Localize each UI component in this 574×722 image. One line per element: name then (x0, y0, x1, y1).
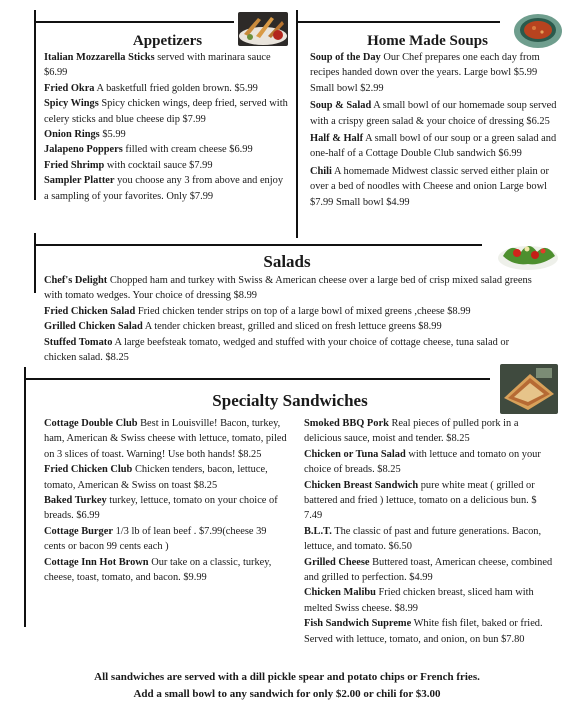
sandwiches-top-rule (24, 378, 490, 380)
soup-desc: A small bowl of our soup or a green salad and one-half of a Cottage Double Club sandwich $6.99 (310, 133, 557, 160)
salad-name: Grilled Chicken Salad (44, 321, 143, 333)
appetizer-name: Italian Mozzarella Sticks (44, 52, 155, 63)
appetizer-name: Fried Okra (44, 82, 95, 94)
sandwich-name: Smoked BBQ Pork (304, 418, 389, 429)
sandwiches-right-list (304, 416, 554, 647)
soup-desc: Our Chef prepares one each day from recipes handed down over the years. Large bowl $5.99 Small bowl $2.99 (310, 52, 540, 94)
salad-desc: Chopped ham and turkey with Swiss & American cheese over a large bed of crisp mixed salad greens with tomato wedges. Your choice of dressing $8.99 (44, 275, 532, 302)
appetizer-item (44, 142, 290, 157)
salad-desc: Fried chicken tender strips on top of a large bowl of mixed greens ,cheese $8.99 (135, 305, 471, 317)
appetizer-item (44, 96, 290, 127)
sandwich-desc: Best in Louisville! Bacon, turkey, ham, American & Swiss cheese with lettuce, tomato, piled on 3 slices of toast. Warning! Use both hands! $8.25 (44, 418, 287, 460)
sandwich-item (304, 524, 554, 555)
sandwich-name: Cottage Double Club (44, 418, 138, 429)
footer-sides-note: All sandwiches are served with a dill pickle spear and potato chips or French fries. (94, 671, 480, 683)
salads-list (44, 273, 540, 365)
appetizer-name: Sampler Platter (44, 175, 115, 187)
soup-desc: A homemade Midwest classic served either plain or over a bed of noodles with Cheese and onion Large bowl $7.99 Small bowl $4.99 (310, 165, 549, 208)
salad-desc: A large beefsteak tomato, wedged and stuffed with your choice of cottage cheese, tuna salad or chicken salad. $8.25 (44, 336, 510, 364)
soup-name: Soup of the Day (310, 52, 381, 63)
salad-desc: A tender chicken breast, grilled and sliced on fresh lettuce greens $8.99 (142, 321, 442, 333)
sandwich-item (44, 524, 290, 555)
appetizer-name: Onion Rings (44, 129, 100, 141)
soup-photo (513, 12, 563, 50)
sandwich-desc: The classic of past and future generations. Bacon, lettuce, and tomato. $6.50 (304, 525, 542, 553)
salad-name: Chef's Delight (44, 275, 108, 286)
appetizers-title: Appetizers (132, 33, 203, 49)
salad-name: Fried Chicken Salad (44, 305, 136, 317)
sandwich-item (304, 447, 554, 478)
soups-list (310, 50, 558, 210)
appetizer-name: Jalapeno Poppers (44, 144, 123, 156)
appetizer-desc: with cocktail sauce $7.99 (104, 159, 213, 171)
sandwich-item (304, 585, 554, 616)
appetizers-left-rule (34, 10, 36, 200)
salad-item (44, 304, 540, 319)
appetizer-desc: you choose any 3 from above and enjoy a sampling of your favorites. Only $7.99 (44, 175, 284, 202)
salads-top-rule (34, 244, 482, 246)
sandwich-name: Fish Sandwich Supreme (304, 618, 412, 630)
sandwiches-left-rule (24, 367, 26, 627)
sandwich-name: Baked Turkey (44, 495, 107, 507)
salad-item (44, 319, 540, 334)
salad-photo (497, 238, 559, 272)
sandwich-name: Grilled Cheese (304, 556, 370, 568)
sandwich-name: Chicken Breast Sandwich (304, 479, 419, 491)
appetizer-photo (238, 12, 288, 46)
sandwich-desc: Real pieces of pulled pork in a delicious sauce, moist and tender. $8.25 (304, 418, 519, 445)
soup-name: Half & Half (310, 133, 364, 145)
footer-bowl-note: Add a small bowl to any sandwich for only $2.00 or chili for $3.00 (133, 688, 441, 700)
sandwich-name: Chicken or Tuna Salad (304, 448, 406, 460)
soup-name: Chili (310, 165, 332, 177)
appetizers-list (44, 50, 290, 204)
soup-item (310, 98, 558, 129)
soup-item (310, 131, 558, 162)
sandwich-name: Cottage Inn Hot Brown (44, 556, 149, 568)
appetizer-desc: filled with cream cheese $6.99 (122, 144, 253, 156)
appetizer-item (44, 81, 290, 96)
appetizer-desc: served with marinara sauce $6.99 (44, 52, 271, 79)
appetizer-name: Fried Shrimp (44, 159, 105, 171)
sandwich-desc: Buttered toast, American cheese, combined and grilled to perfection. $4.99 (304, 556, 553, 584)
salad-name: Stuffed Tomato (44, 336, 113, 348)
salad-item (44, 335, 540, 366)
sandwich-item (304, 555, 554, 586)
sandwich-photo (500, 364, 558, 414)
sandwich-name: Fried Chicken Club (44, 464, 133, 476)
appetizer-item (44, 50, 290, 81)
appetizer-item (44, 158, 290, 173)
soup-item (310, 50, 558, 96)
salad-item (44, 273, 540, 304)
soup-desc: A small bowl of our homemade soup served with a crispy green salad & your choice of dressing $6.25 (310, 100, 557, 127)
sandwich-desc: pure white meat ( grilled or battered and fried ) lettuce, tomato on a delicious bun. $ 7.49 (304, 479, 537, 522)
sandwich-item (304, 616, 554, 647)
appetizer-desc: A basketfull fried golden brown. $5.99 (94, 82, 258, 94)
sandwich-item (304, 478, 554, 524)
appetizer-desc: Spicy chicken wings, deep fried, served with celery sticks and blue cheese dip $7.99 (44, 98, 288, 125)
appetizer-item (44, 127, 290, 142)
sandwich-item (44, 555, 290, 586)
soups-top-rule (296, 21, 500, 23)
sandwich-item (44, 493, 290, 524)
sandwich-desc: with lettuce and tomato on your choice of breads. $8.25 (304, 448, 541, 476)
sandwich-desc: Fried chicken breast, sliced ham with melted Swiss cheese. $8.99 (304, 587, 534, 614)
sandwich-desc: 1/3 lb of lean beef . $7.99(cheese 39 cents or bacon 99 cents each ) (44, 525, 267, 553)
salads-left-rule (34, 233, 36, 293)
appetizer-desc: $5.99 (99, 129, 126, 141)
sandwich-name: B.L.T. (304, 525, 332, 537)
sandwich-desc: turkey, lettuce, tomato on your choice of breads. $6.99 (44, 495, 278, 522)
appetizers-top-rule (34, 21, 234, 23)
appetizer-item (44, 173, 290, 204)
sandwich-desc: Our take on a classic, turkey, cheese, toast, tomato, and bacon. $9.99 (44, 556, 272, 584)
sandwich-name: Chicken Malibu (304, 587, 376, 599)
soups-left-rule (296, 10, 298, 238)
sandwiches-title: Specialty Sandwiches (212, 391, 368, 410)
sandwich-item (44, 416, 290, 462)
soups-title: Home Made Soups (367, 33, 488, 49)
sandwich-desc: White fish filet, baked or fried. Served with lettuce, tomato, and onion, on bun $7.80 (304, 618, 543, 645)
sandwich-desc: Chicken tenders, bacon, lettuce, tomato, American & Swiss on toast $8.25 (44, 464, 268, 491)
sandwiches-left-list (44, 416, 290, 585)
sandwich-item (304, 416, 554, 447)
sandwich-name: Cottage Burger (44, 525, 113, 537)
soup-name: Soup & Salad (310, 100, 372, 112)
salads-title: Salads (263, 252, 311, 271)
sandwich-item (44, 462, 290, 493)
soup-item (310, 164, 558, 210)
appetizer-name: Spicy Wings (44, 98, 99, 110)
